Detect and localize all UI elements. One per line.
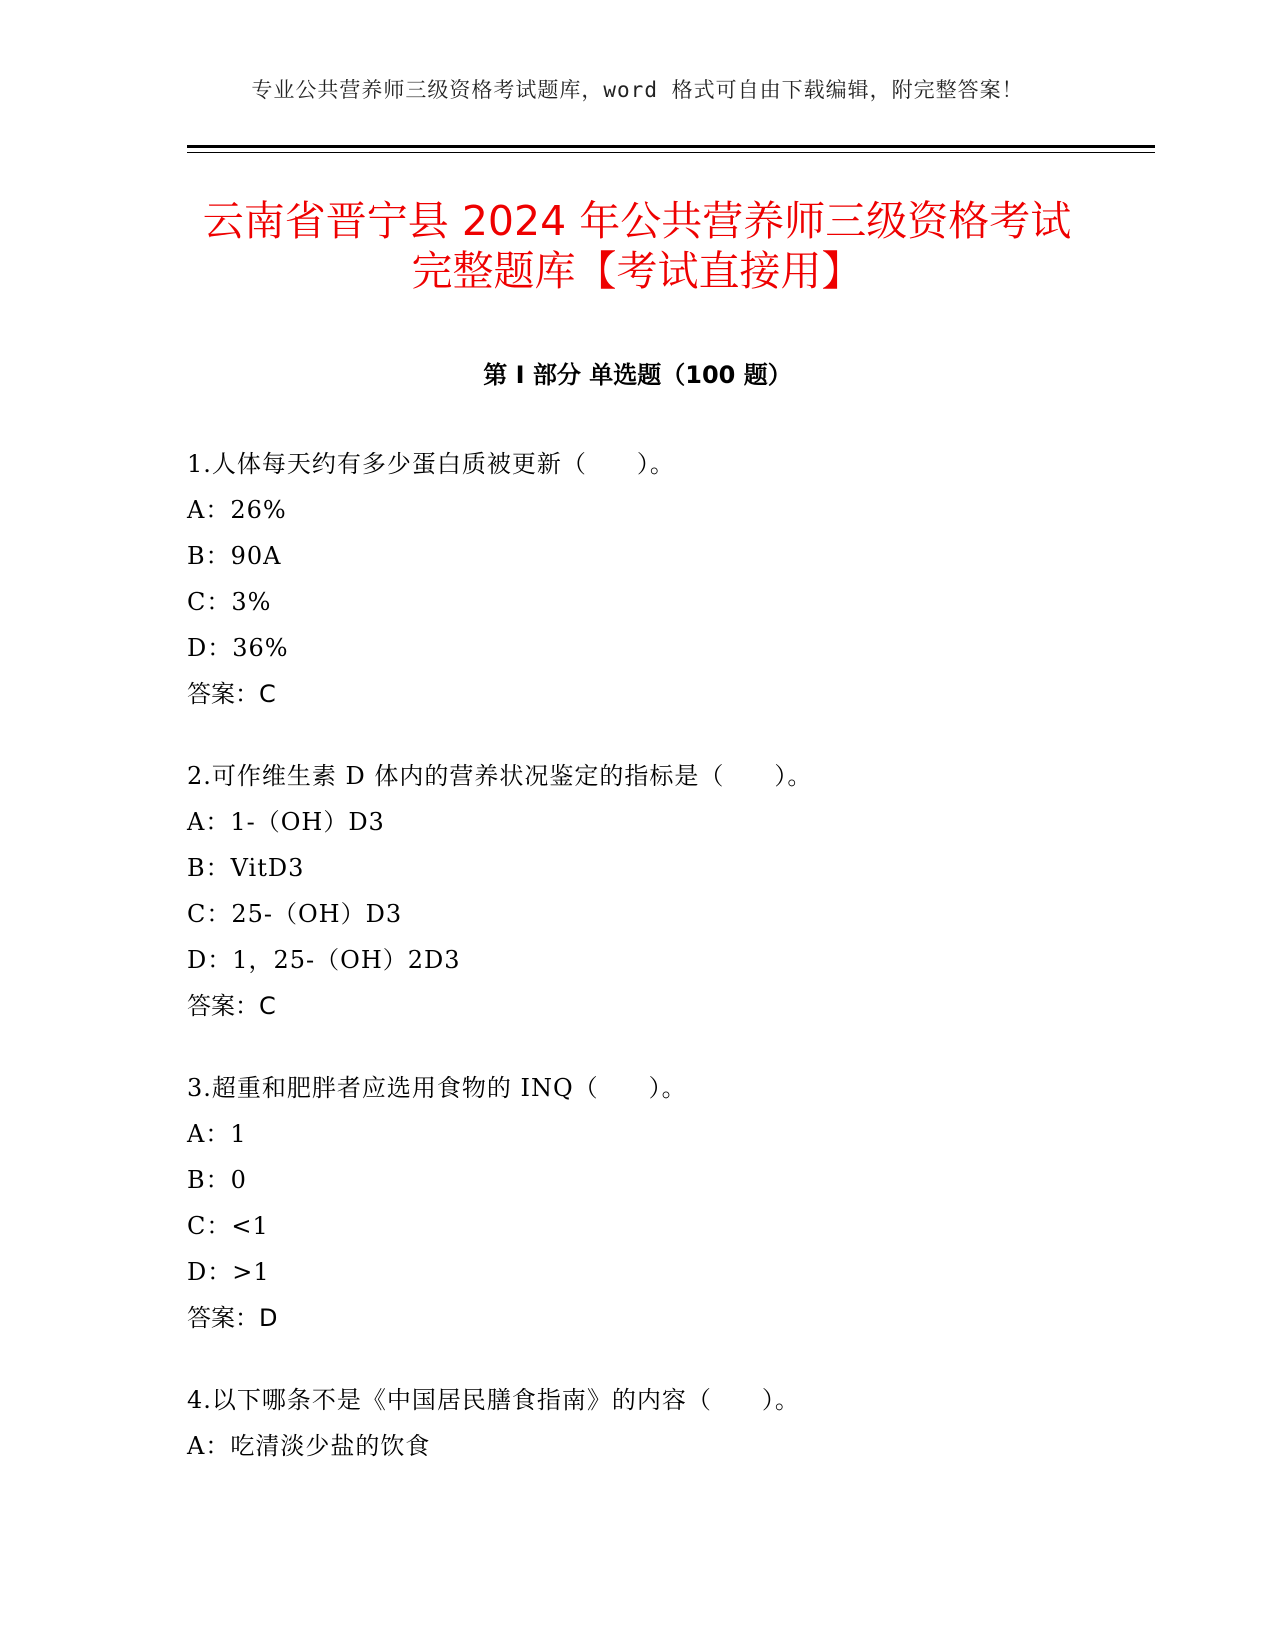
header-divider-thick bbox=[187, 145, 1155, 148]
question-stem: 2.可作维生素 D 体内的营养状况鉴定的指标是（ ）。 bbox=[187, 762, 813, 790]
section-heading: 第 I 部分 单选题（100 题） bbox=[483, 361, 792, 389]
header-divider-thin bbox=[187, 152, 1155, 153]
option-d: D：36% bbox=[187, 634, 289, 662]
question-2 bbox=[187, 753, 1155, 1029]
question-stem: 3.超重和肥胖者应选用食物的 INQ（ ）。 bbox=[187, 1074, 687, 1102]
option-a: A：1 bbox=[187, 1120, 247, 1148]
question-3 bbox=[187, 1065, 1155, 1341]
question-1 bbox=[187, 441, 1155, 717]
option-b: B：0 bbox=[187, 1166, 247, 1194]
option-d: D：>1 bbox=[187, 1258, 270, 1286]
question-4 bbox=[187, 1377, 1155, 1469]
option-a: A：1-（OH）D3 bbox=[187, 808, 385, 836]
option-a: A：吃清淡少盐的饮食 bbox=[187, 1432, 431, 1460]
option-a: A：26% bbox=[187, 496, 287, 524]
option-c: C：3% bbox=[187, 588, 272, 616]
header-note: 专业公共营养师三级资格考试题库，word 格式可自由下载编辑，附完整答案！ bbox=[251, 78, 1024, 102]
option-c: C：<1 bbox=[187, 1212, 269, 1240]
answer: 答案：D bbox=[187, 1304, 278, 1332]
question-list bbox=[187, 441, 1155, 1505]
answer: 答案：C bbox=[187, 680, 276, 708]
option-d: D：1，25-（OH）2D3 bbox=[187, 946, 461, 974]
option-c: C：25-（OH）D3 bbox=[187, 900, 403, 928]
document-title: 云南省晋宁县 2024 年公共营养师三级资格考试完整题库【考试直接用】 bbox=[202, 197, 1072, 295]
question-stem: 1.人体每天约有多少蛋白质被更新（ ）。 bbox=[187, 450, 675, 478]
answer: 答案：C bbox=[187, 992, 276, 1020]
question-stem: 4.以下哪条不是《中国居民膳食指南》的内容（ ）。 bbox=[187, 1386, 800, 1414]
option-b: B：VitD3 bbox=[187, 854, 305, 882]
option-b: B：90A bbox=[187, 542, 282, 570]
